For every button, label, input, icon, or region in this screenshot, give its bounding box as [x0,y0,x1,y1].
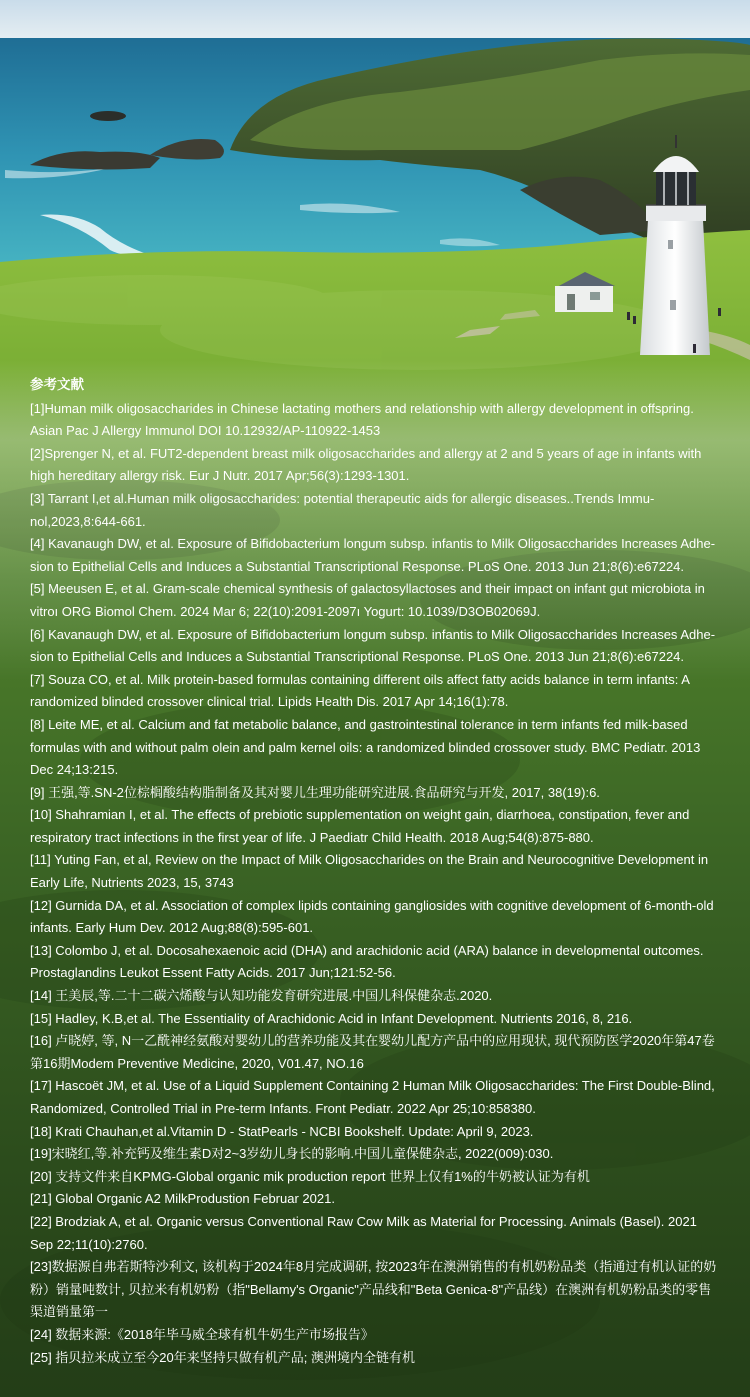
reference-item: [9] 王强,等.SN-2位棕榈酸结构脂制备及其对婴儿生理功能研究进展.食品研究与开发, 2017, 38(19):6. [30,784,600,800]
reference-item: [23]数据源自弗若斯特沙利文, 该机构于2024年8月完成调研, 按2023年在澳洲销售的有机奶粉品类（指通过有机认证的奶粉）销量吨数计, 贝拉米有机奶粉（指"Bellamy's Organic"产品线和"Beta Genica-8"产品线）在澳洲有机奶粉品类的零售渠道销量第一 [30,1259,717,1320]
reference-item: [6] Kavanaugh DW, et al. Exposure of Bifidobacterium longum subsp. infantis to Milk Oligosaccharides Increases Adhe-sion to Epithelial Cells and Induces a Substantial Transcriptional Response. PLoS One. 2013 Jun 21;8(6):e67224. [30,626,716,665]
reference-item: [22] Brodziak A, et al. Organic versus Conventional Raw Cow Milk as Material for Processing. Animals (Basel). 2021 Sep 22;11(10):2760. [30,1213,697,1252]
reference-item: [15] Hadley, K.B,et al. The Essentiality of Arachidonic Acid in Infant Development. Nutrients 2016, 8, 216. [30,1010,633,1026]
reference-item: [7] Souza CO, et al. Milk protein-based formulas containing different oils affect fatty acids balance in term infants: A randomized blinded crossover clinical trial. Lipids Health Dis. 2017 Apr 14;16(1):78. [30,671,690,710]
reference-item: [1]Human milk oligosaccharides in Chinese lactating mothers and relationship with allergy development in offspring. Asian Pac J Allergy Immunol DOI 10.12932/AP-110922-1453 [30,400,694,439]
reference-item: [18] Krati Chauhan,et al.Vitamin D - StatPearls - NCBI Bookshelf. Update: April 9, 2023. [30,1123,534,1139]
reference-item: [12] Gurnida DA, et al. Association of complex lipids containing gangliosides with cognitive development of 6-month-old infants. Early Hum Dev. 2012 Aug;88(8):595-601. [30,897,714,936]
reference-item: [8] Leite ME, et al. Calcium and fat metabolic balance, and gastrointestinal tolerance in term infants fed milk-based formulas with and without palm olein and palm kernel oils: a randomized blinded crossover study. BMC Pediatr. 2013 Dec 24;13:215. [30,716,701,778]
reference-item: [17] Hascoët JM, et al. Use of a Liquid Supplement Containing 2 Human Milk Oligosaccharides: The First Double-Blind, Randomized, Controlled Trial in Pre-term Infants. Front Pediatr. 2022 Apr 25;10:858380. [30,1078,715,1116]
reference-item: [25] 指贝拉米成立至今20年来坚持只做有机产品; 澳洲境内全链有机 [30,1349,415,1365]
references-section [30,374,720,1369]
reference-item: [2]Sprenger N, et al. FUT2-dependent breast milk oligosaccharides and allergy at 2 and 5 years of age in infants with high hereditary allergy risk. Eur J Nutr. 2017 Apr;56(3):1293-1301. [30,445,702,484]
reference-item: [20] 支持文件来自KPMG-Global organic mik production report 世界上仅有1%的牛奶被认证为有机 [30,1168,590,1184]
reference-item: [13] Colombo J, et al. Docosahexaenoic acid (DHA) and arachidonic acid (ARA) balance in developmental outcomes. Prostaglandins Leukot Essent Fatty Acids. 2017 Jun;121:52-56. [30,942,704,981]
reference-item: [10] Shahramian I, et al. The effects of prebiotic supplementation on weight gain, diarrhoea, constipation, fever and respiratory tract infections in the first year of life. J Paediatr Child Health. 2018 Aug;54(8):875-880. [30,807,690,845]
reference-item: [14] 王美辰,等.二十二碳六烯酸与认知功能发育研究进展.中国儿科保健杂志.2020. [30,988,493,1004]
reference-item: [21] Global Organic A2 MilkProdustion Februar 2021. [30,1191,335,1207]
references-title: 参考文献 [30,377,84,392]
reference-item: [5] Meeusen E, et al. Gram-scale chemical synthesis of galactosyllactoses and their impact on infant gut microbiota in vitroı ORG Biomol Chem. 2024 Mar 6; 22(10):2091-2097ı Yogurt: 10.1039/D3OB02069J. [30,581,705,619]
reference-item: [11] Yuting Fan, et al, Review on the Impact of Milk Oligosaccharides on the Brain and Neurocognitive Development in Early Life, Nutrients 2023, 15, 3743 [30,852,709,891]
reference-item: [24] 数据来源:《2018年毕马威全球有机牛奶生产市场报告》 [30,1326,374,1342]
reference-item: [3] Tarrant I,et al.Human milk oligosaccharides: potential therapeutic aids for allergic diseases..Trends Immu-nol,2023,8:644-661. [30,490,655,529]
reference-item: [16] 卢晓婷, 等, N一乙酰神经氨酸对婴幼儿的营养功能及其在婴幼儿配方产品中的应用现状, 现代预防医学2020年第47卷第16期Modem Preventive Medicine, 2020, V01.47, NO.16 [30,1033,715,1071]
reference-item: [4] Kavanaugh DW, et al. Exposure of Bifidobacterium longum subsp. infantis to Milk Oligosaccharides Increases Adhe-sion to Epithelial Cells and Induces a Substantial Transcriptional Response. PLoS One. 2013 Jun 21;8(6):e67224. [30,536,716,574]
reference-item: [19]宋晓红,等.补充钙及维生素D对2~3岁幼儿身长的影响.中国儿童保健杂志, 2022(009):030. [30,1146,554,1162]
